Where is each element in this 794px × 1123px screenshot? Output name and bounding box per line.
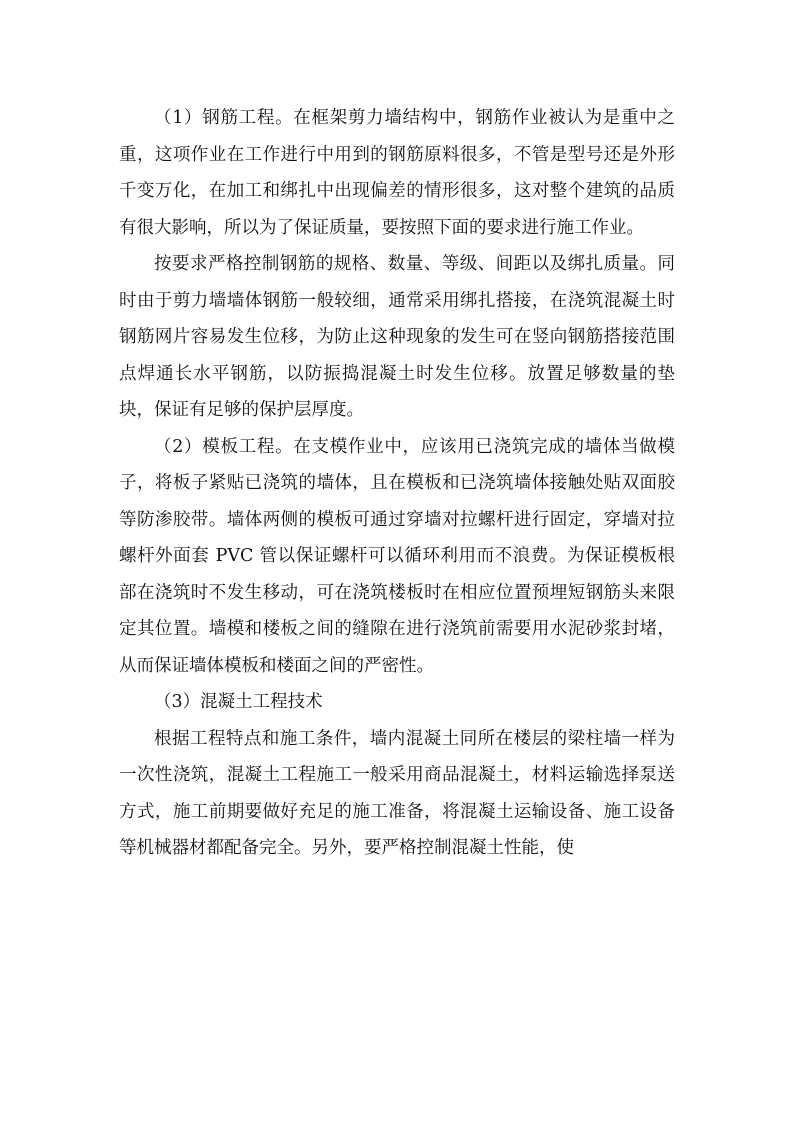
paragraph-rebar-engineering: （1）钢筋工程。在框架剪力墙结构中，钢筋作业被认为是重中之重，这项作业在工作进行中用到的钢筋原料很多，不管是型号还是外形千变万化，在加工和绑扎中出现偏差的情形很多，这对整个建筑的品质有很大影响，所以为了保证质量，要按照下面的要求进行施工作业。 [119,108,675,238]
paragraph-formwork-engineering: （2）模板工程。在支模作业中，应该用已浇筑完成的墙体当做模子，将板子紧贴已浇筑的墙体，且在模板和已浇筑墙体接触处贴双面胶等防渗胶带。墙体两侧的模板可通过穿墙对拉螺杆进行固定，穿墙对拉螺杆外面套 PVC 管以保证螺杆可以循环利用而不浪费。为保证模板根部在浇筑时不发生移动，可在浇筑楼板时在相应位置预埋短钢筋头来限定其位置。墙模和楼板之间的缝隙在进行浇筑前需要用水泥砂浆封堵，从而保证墙体模板和楼面之间的严密性。 [119,436,675,676]
paragraph-concrete-pouring: 根据工程特点和施工条件，墙内混凝土同所在楼层的梁柱墙一样为一次性浇筑，混凝土工程施工一般采用商品混凝土，材料运输选择泵送方式，施工前期要做好充足的施工准备，将混凝土运输设备、施工设备等机械器材都配备完全。另外，要严格控制混凝土性能，使 [119,728,675,858]
paragraph-rebar-requirements: 按要求严格控制钢筋的规格、数量、等级、间距以及绑扎质量。同时由于剪力墙墙体钢筋一般较细，通常采用绑扎搭接，在浇筑混凝土时钢筋网片容易发生位移，为防止这种现象的发生可在竖向钢筋搭接范围点焊通长水平钢筋，以防振捣混凝土时发生位移。放置足够数量的垫块，保证有足够的保护层厚度。 [119,254,675,420]
heading-concrete-technology: （3）混凝土工程技术 [154,692,323,712]
body-text [119,100,675,867]
